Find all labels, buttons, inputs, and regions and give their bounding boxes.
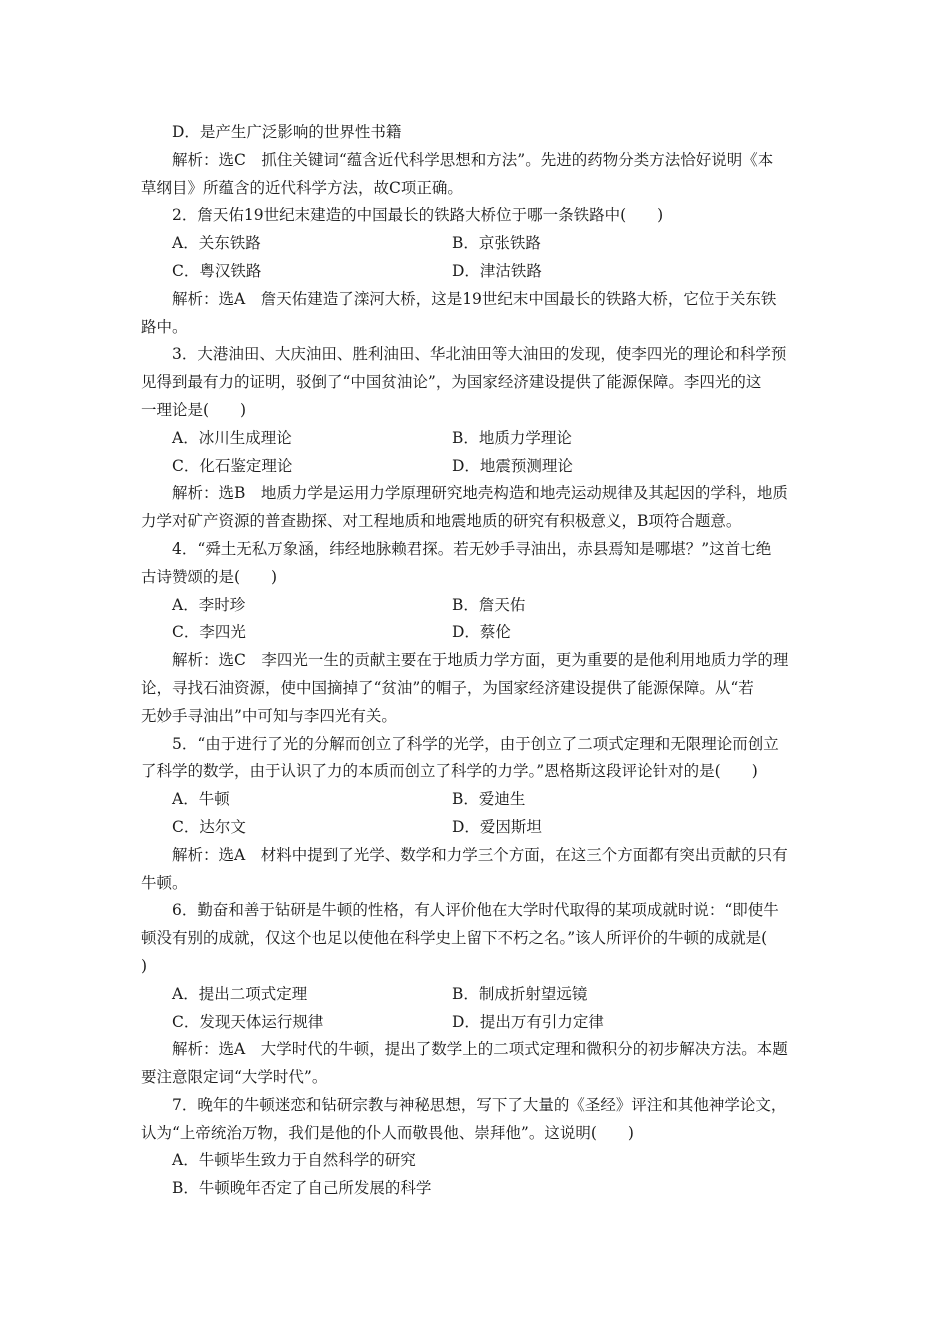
paragraph-start-line: A．牛顿毕生致力于自然科学的研究 [172,1151,416,1170]
paragraph-start-line: 解析：选A 大学时代的牛顿，提出了数学上的二项式定理和微积分的初步解决方法。本题 [172,1040,788,1059]
option-choice: C．李四光 [172,623,246,642]
option-choice: B．爱迪生 [452,790,526,809]
paragraph-start-line: D．是产生广泛影响的世界性书籍 [172,123,402,141]
option-choice: A．李时珍 [172,595,246,614]
option-row [141,453,839,481]
paragraph-start-line: 2．詹天佑19世纪末建造的中国最长的铁路大桥位于哪一条铁路中( ) [172,206,664,225]
option-choice: B．詹天佑 [452,595,526,614]
option-row [141,230,839,258]
option-choice: D．地震预测理论 [452,456,573,475]
option-choice: B．地质力学理论 [452,428,572,447]
paragraph-start-line: 6．勤奋和善于钻研是牛顿的性格，有人评价他在大学时代取得的某项成就时说：“即使牛 [172,901,779,920]
paragraph-continuation-line: 认为“上帝统治万物，我们是他的仆人而敬畏他、崇拜他”。这说明( ) [141,1123,634,1142]
paragraph-start-line: 5．“由于进行了光的分解而创立了科学的光学，由于创立了二项式定理和无限理论而创立 [172,734,779,753]
option-row [141,981,839,1009]
option-choice: B．京张铁路 [452,234,541,253]
paragraph-start-line: 解析：选C 李四光一生的贡献主要在于地质力学方面，更为重要的是他利用地质力学的理 [172,651,789,670]
paragraph-continuation-line: 论，寻找石油资源，使中国摘掉了“贫油”的帽子，为国家经济建设提供了能源保障。从“若 [141,678,754,697]
document-body [141,119,839,1203]
paragraph-start-line: 4．“舜土无私万象涵，纬经地脉赖君探。若无妙手寻油出，赤县焉知是哪堪？”这首七绝 [172,539,772,558]
option-row [141,1009,839,1037]
option-choice: B．制成折射望远镜 [452,984,588,1003]
option-choice: A．牛顿 [172,790,230,809]
option-row [141,425,839,453]
paragraph-continuation-line: 古诗赞颂的是( ) [141,567,278,586]
option-choice: C．发现天体运行规律 [172,1012,324,1031]
paragraph-continuation-line: ) [141,956,148,975]
paragraph-continuation-line: 草纲目》所蕴含的近代科学方法，故C项正确。 [141,178,463,197]
option-choice: A．提出二项式定理 [172,984,308,1003]
paragraph-start-line: 7．晚年的牛顿迷恋和钻研宗教与神秘思想，写下了大量的《圣经》评注和其他神学论文， [172,1095,787,1114]
option-choice: C．达尔文 [172,817,246,836]
option-choice: D．爱因斯坦 [452,817,542,836]
option-choice: D．津沽铁路 [452,261,542,280]
paragraph-start-line: 解析：选A 材料中提到了光学、数学和力学三个方面，在这三个方面都有突出贡献的只有 [172,845,788,864]
paragraph-continuation-line: 顿没有别的成就，仅这个也足以使他在科学史上留下不朽之名。”该人所评价的牛顿的成就是( [141,929,768,948]
paragraph-start-line: B．牛顿晚年否定了自己所发展的科学 [172,1179,432,1198]
option-row [141,619,839,647]
paragraph-start-line: 3．大港油田、大庆油田、胜利油田、华北油田等大油田的发现，使李四光的理论和科学预 [172,345,787,364]
paragraph-continuation-line: 力学对矿产资源的普查勘探、对工程地质和地震地质的研究有积极意义，B项符合题意。 [141,512,742,531]
option-choice: A．冰川生成理论 [172,428,292,447]
paragraph-continuation-line: 路中。 [141,317,188,336]
option-row [141,592,839,620]
option-row [141,814,839,842]
paragraph-continuation-line: 一理论是( ) [141,400,247,419]
paragraph-continuation-line: 了科学的数学，由于认识了力的本质而创立了科学的力学。”恩格斯这段评论针对的是( ) [141,762,758,781]
option-choice: D．蔡伦 [452,623,511,642]
paragraph-start-line: 解析：选B 地质力学是运用力学原理研究地壳构造和地壳运动规律及其起因的学科，地质 [172,484,788,503]
paragraph-continuation-line: 要注意限定词“大学时代”。 [141,1068,328,1087]
option-row [141,258,839,286]
paragraph-continuation-line: 见得到最有力的证明，驳倒了“中国贫油论”，为国家经济建设提供了能源保障。李四光的这 [141,373,762,392]
paragraph-start-line: 解析：选A 詹天佑建造了滦河大桥，这是19世纪末中国最长的铁路大桥，它位于关东铁 [172,289,777,308]
paragraph-continuation-line: 无妙手寻油出”中可知与李四光有关。 [141,706,397,725]
option-row [141,786,839,814]
option-choice: C．粤汉铁路 [172,261,262,280]
paragraph-start-line: 解析：选C 抓住关键词“蕴含近代科学思想和方法”。先进的药物分类方法恰好说明《本 [172,150,774,169]
option-choice: A．关东铁路 [172,234,261,253]
paragraph-continuation-line: 牛顿。 [141,873,188,892]
option-choice: D．提出万有引力定律 [452,1012,604,1031]
option-choice: C．化石鉴定理论 [172,456,293,475]
